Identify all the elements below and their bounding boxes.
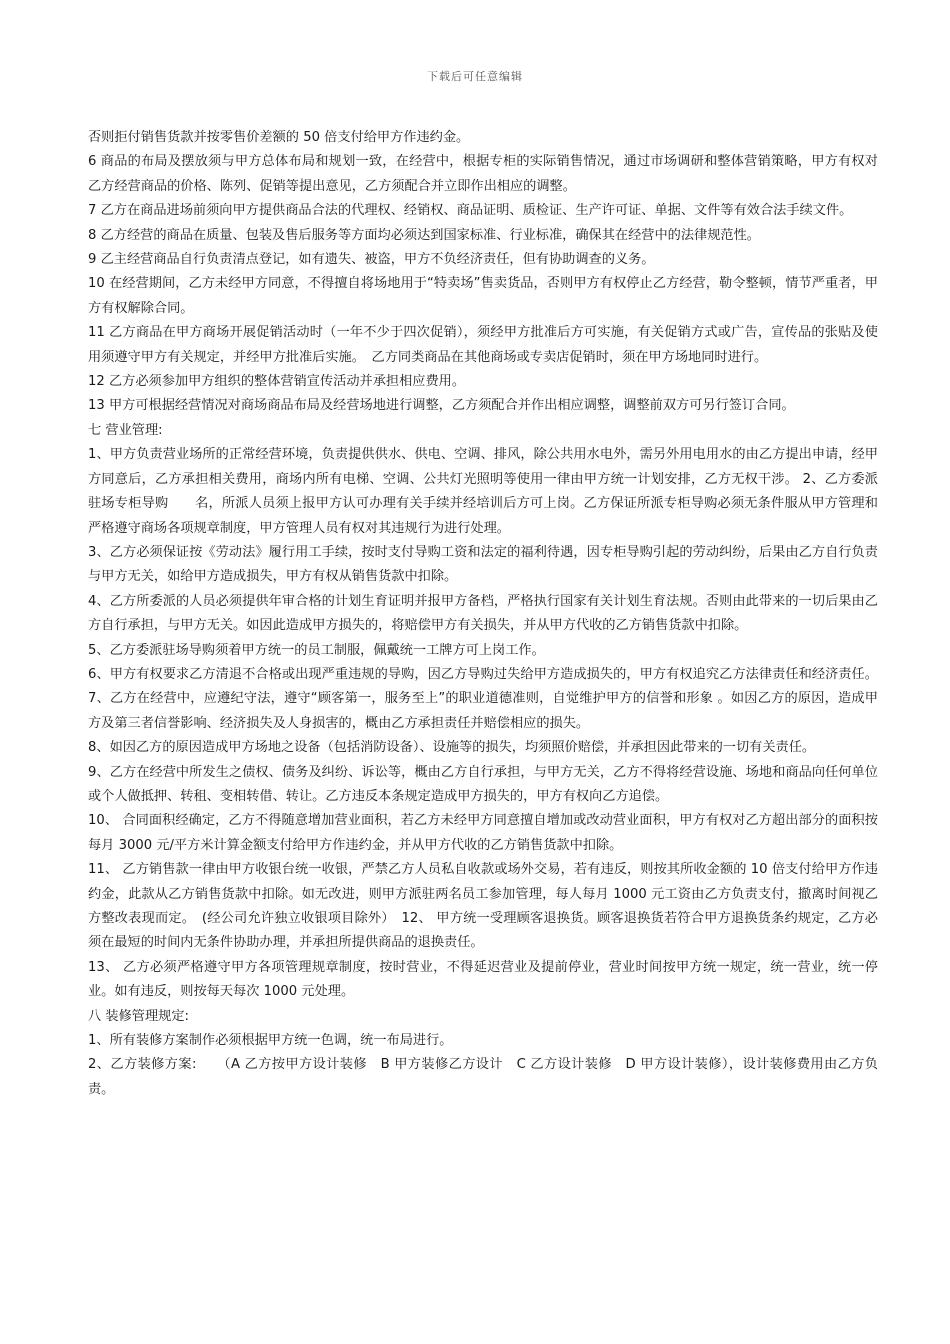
clause-10-special-sale: 10 在经营期间，乙方未经甲方同意，不得擅自将场地用于“特卖场”售卖货品，否则甲方有权停止乙方经营，勒令整顿，情节严重者，甲方有权解除合同。 [88, 276, 878, 316]
ops-clause-3: 3、乙方必须保证按《劳动法》履行用工手续，按时支付导购工资和法定的福利待遇，因专柜导购引起的劳动纠纷，后果由乙方自行负责与甲方无关，如给甲方造成损失，甲方有权从销售货款中扣除。 [88, 544, 878, 585]
renovation-clause-2: 2、乙方装修方案: （A 乙方按甲方设计装修 B 甲方装修乙方设计 C 乙方设计装修 D 甲方设计装修），设计装修费用由乙方负责。 [88, 1057, 878, 1097]
ops-clause-9: 9、乙方在经营中所发生之债权、债务及纠纷、诉讼等，概由乙方自行承担，与甲方无关，乙方不得将经营设施、场地和商品向任何单位或个人做抵押、转租、变相转借、转让。乙方违反本条规定造成甲方损失的，甲方有权向乙方追偿。 [88, 764, 878, 804]
ops-clause-6-7: 6、甲方有权要求乙方清退不合格或出现严重违规的导购，因乙方导购过失给甲方造成损失的，甲方有权追究乙方法律责任和经济责任。 7、乙方在经营中，应遵纪守法，遵守“顾客第一，服务至上”的职业道德准则，自觉维护甲方的信誉和形象 。如因乙方的原因，造成甲方及第三者信誉影响、经济损失及人身损害的，概由乙方承担责任并赔偿相应的损失。 [88, 666, 878, 731]
clause-8-standards: 8 乙方经营的商品在质量、包装及售后服务等方面均必须达到国家标准、行业标准，确保其在经营中的法律规范性。 [88, 227, 760, 243]
section-heading-operations: 七 营业管理: [88, 422, 163, 438]
ops-clause-8: 8、如因乙方的原因造成甲方场地之设备（包括消防设备）、设施等的损失，均须照价赔偿，并承担因此带来的一切有关责任。 [88, 740, 816, 756]
ops-clause-10: 10、 合同面积经确定，乙方不得随意增加营业面积，若乙方未经甲方同意擅自增加或改动营业面积，甲方有权对乙方超出部分的面积按每月 3000 元/平方米计算金额支付给甲方作违约金，并从甲方代收的乙方销售货款中扣除。 [88, 813, 878, 853]
ops-clause-5: 5、乙方委派驻场导购须着甲方统一的员工制服，佩戴统一工牌方可上岗工作。 [88, 642, 545, 658]
clause-12-marketing: 12 乙方必须参加甲方组织的整体营销宣传活动并承担相应费用。 [88, 374, 466, 390]
clause-11-promotion: 11 乙方商品在甲方商场开展促销活动时（一年不少于四次促销），须经甲方批准后方可实施，有关促销方式或广告，宣传品的张贴及使用须遵守甲方有关规定，并经甲方批准后实施。 乙方同类商品在其他商场或专卖店促销时，须在甲方场地同时进行。 [88, 325, 878, 365]
renovation-clause-1: 1、所有装修方案制作必须根据甲方统一色调，统一布局进行。 [88, 1033, 453, 1049]
document-body [88, 126, 878, 1102]
ops-clause-13: 13、 乙方必须严格遵守甲方各项管理规章制度，按时营业，不得延迟营业及提前停业，营业时间按甲方统一规定，统一营业，统一停业。如有违反，则按每天每次 1000 元处理。 [88, 959, 878, 1000]
clause-13-adjustment: 13 甲方可根据经营情况对商场商品布局及经营场地进行调整，乙方须配合并作出相应调整，调整前双方可另行签订合同。 [88, 398, 795, 414]
clause-9-inventory: 9 乙主经营商品自行负责清点登记，如有遗失、被盗，甲方不负经济责任，但有协助调查的义务。 [88, 252, 655, 268]
clause-6-layout: 6 商品的布局及摆放须与甲方总体布局和规划一致，在经营中，根据专柜的实际销售情况，通过市场调研和整体营销策略，甲方有权对乙方经营商品的价格、陈列、促销等提出意见，乙方须配合并立即作出相应的调整。 [88, 154, 878, 194]
clause-7-documents: 7 乙方在商品进场前须向甲方提供商品合法的代理权、经销权、商品证明、质检证、生产许可证、单据、文件等有效合法手续文件。 [88, 203, 853, 219]
section-heading-renovation: 八 装修管理规定: [88, 1008, 189, 1024]
ops-clause-11-12: 11、 乙方销售款一律由甲方收银台统一收银，严禁乙方人员私自收款或场外交易，若有违反，则按其所收金额的 10 倍支付给甲方作违约金，此款从乙方销售货款中扣除。如无改进，则甲方派驻两名员工参加管理，每人每月 1000 元工资由乙方负责支付，撤离时间视乙方整改表现而定。 (经公司允许独立收银项目除外） 12、 甲方统一受理顾客退换货。顾客退换货若符合甲方退换货条约规定，乙方必须在最短的时间内无条件协助办理，并承担所提供商品的退换责任。 [88, 862, 878, 951]
page-header: 下载后可任意编辑 [427, 70, 523, 83]
ops-clause-1-2: 1、甲方负责营业场所的正常经营环境，负责提供供水、供电、空调、排风，除公共用水电外，需另外用电用水的由乙方提出申请，经甲方同意后，乙方承担相关费用，商场内所有电梯、空调、公共灯光照明等使用一律由甲方统一计划安排，乙方无权干涉。 2、乙方委派驻场专柜导购 名，所派人员须上报甲方认可办理有关手续并经培训后方可上岗。乙方保证所派专柜导购必须无条件服从甲方管理和严格遵守商场各项规章制度，甲方管理人员有权对其违规行为进行处理。 [88, 447, 878, 536]
paragraph-continuation: 否则拒付销售货款并按零售价差额的 50 倍支付给甲方作违约金。 [88, 130, 470, 145]
ops-clause-4: 4、乙方所委派的人员必须提供年审合格的计划生育证明并报甲方备档，严格执行国家有关计划生育法规。否则由此带来的一切后果由乙方自行承担，与甲方无关。如因此造成甲方损失的，将赔偿甲方有关损失，并从甲方代收的乙方销售货款中扣除。 [88, 593, 878, 634]
